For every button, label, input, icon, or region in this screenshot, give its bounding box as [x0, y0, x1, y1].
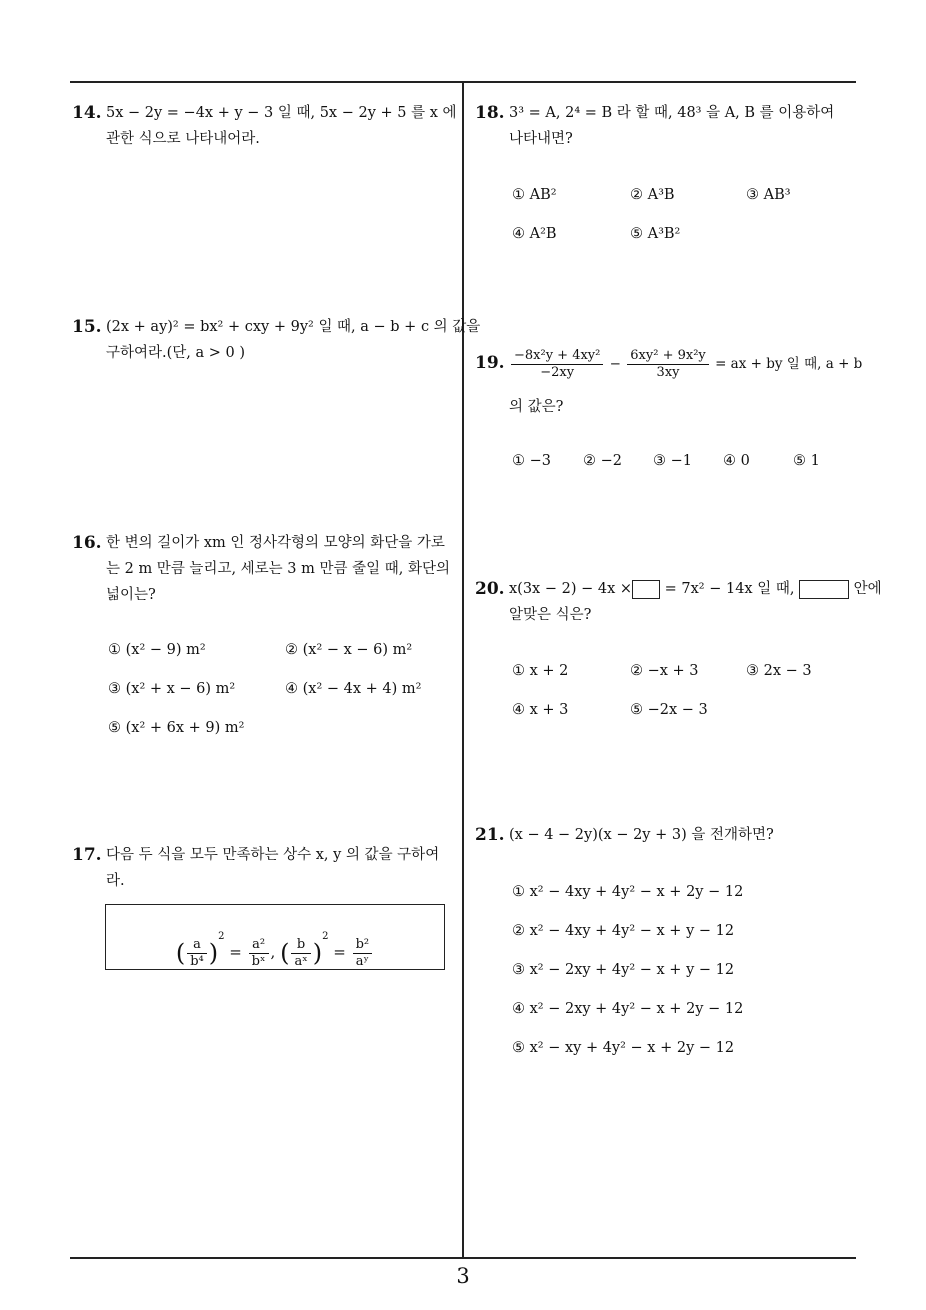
question-text-line: 3³ = A, 2⁴ = B 라 할 때, 48³ 을 A, B 를 이용하여 — [509, 105, 835, 121]
answer-option[interactable]: ④ x² − 2xy + 4y² − x + 2y − 12 — [512, 1001, 744, 1017]
column-divider — [462, 83, 464, 1257]
question-text-line: 구하여라.(단, a > 0 ) — [106, 345, 246, 361]
answer-option[interactable]: ① x² − 4xy + 4y² − x + 2y − 12 — [512, 884, 744, 900]
question-text-line: 다음 두 식을 모두 만족하는 상수 x, y 의 값을 구하여 — [106, 847, 440, 863]
question-text: 안에 — [853, 581, 882, 597]
answer-option[interactable]: ① (x² − 9) m² — [108, 642, 206, 658]
minus-sign: − — [609, 356, 621, 372]
answer-option[interactable]: ⑤ x² − xy + 4y² − x + 2y − 12 — [512, 1040, 735, 1056]
answer-option[interactable]: ② −x + 3 — [630, 663, 699, 679]
page-number: 3 — [456, 1264, 470, 1288]
question-number: 20. — [475, 579, 505, 599]
question-text-line: 5x − 2y = −4x + y − 3 일 때, 5x − 2y + 5 를 x 에 — [106, 105, 457, 121]
question-text-line: (x − 4 − 2y)(x − 2y + 3) 을 전개하면? — [509, 827, 774, 843]
answer-option[interactable]: ② −2 — [583, 453, 622, 469]
answer-option[interactable]: ① x + 2 — [512, 663, 569, 679]
question-text: = 7x² − 14x 일 때, — [664, 581, 795, 597]
question-number: 16. — [72, 533, 102, 553]
fraction-denominator: aˣ — [294, 953, 308, 969]
question-19 — [475, 348, 862, 381]
fraction-denominator: aʸ — [355, 953, 369, 969]
fraction-numerator: −8x²y + 4xy² — [511, 348, 603, 365]
question-number: 15. — [72, 317, 102, 337]
answer-option[interactable]: ④ (x² − 4x + 4) m² — [285, 681, 422, 697]
answer-option[interactable]: ① AB² — [512, 187, 557, 203]
answer-option[interactable]: ④ 0 — [723, 453, 750, 469]
fraction-numerator: a² — [249, 937, 269, 954]
fraction-denominator: −2xy — [540, 365, 575, 380]
answer-option[interactable]: ③ AB³ — [746, 187, 791, 203]
separator: , — [270, 943, 276, 961]
exponent: 2 — [218, 931, 225, 942]
answer-option[interactable]: ⑤ −2x − 3 — [630, 702, 708, 718]
answer-option[interactable]: ① −3 — [512, 453, 551, 469]
fraction-numerator: b² — [353, 937, 373, 954]
equals-sign: = — [229, 943, 242, 961]
blank-box — [632, 580, 660, 599]
question-21 — [475, 822, 774, 848]
answer-option[interactable]: ⑤ 1 — [793, 453, 820, 469]
fraction-denominator: bˣ — [251, 953, 266, 969]
answer-option[interactable]: ④ x + 3 — [512, 702, 569, 718]
question-number: 17. — [72, 845, 102, 865]
answer-option[interactable]: ④ A²B — [512, 226, 557, 242]
bottom-rule — [70, 1257, 856, 1259]
answer-option[interactable]: ③ x² − 2xy + 4y² − x + y − 12 — [512, 962, 735, 978]
question-18 — [475, 100, 834, 152]
question-number: 19. — [475, 353, 505, 373]
question-17 — [72, 842, 439, 894]
answer-option[interactable]: ③ (x² + x − 6) m² — [108, 681, 236, 697]
answer-option[interactable]: ② (x² − x − 6) m² — [285, 642, 413, 658]
question-text-line: 나타내면? — [509, 131, 573, 147]
question-text-line: 관한 식으로 나타내어라. — [106, 131, 260, 147]
question-text: = ax + by 일 때, a + b — [715, 356, 863, 372]
exponent: 2 — [322, 931, 329, 942]
question-text-line: 는 2 m 만큼 늘리고, 세로는 3 m 만큼 줄일 때, 화단의 — [106, 561, 450, 577]
answer-option[interactable]: ⑤ A³B² — [630, 226, 681, 242]
question-15 — [72, 314, 480, 366]
question-14 — [72, 100, 457, 152]
question-text-line: 알맞은 식은? — [509, 607, 592, 623]
question-number: 21. — [475, 825, 505, 845]
answer-option[interactable]: ② x² − 4xy + 4y² − x + y − 12 — [512, 923, 735, 939]
answer-option[interactable]: ③ −1 — [653, 453, 692, 469]
answer-option[interactable]: ⑤ (x² + 6x + 9) m² — [108, 720, 245, 736]
blank-box — [799, 580, 849, 599]
fraction-numerator: b — [291, 937, 310, 954]
question-text-line: (2x + ay)² = bx² + cxy + 9y² 일 때, a − b + c 의 값을 — [106, 319, 481, 335]
fraction-denominator: b⁴ — [190, 953, 204, 969]
fraction-numerator: a — [187, 937, 207, 954]
question-text-line: 라. — [106, 873, 125, 889]
question-19-line2 — [475, 394, 563, 420]
question-16 — [72, 530, 450, 608]
answer-option[interactable]: ② A³B — [630, 187, 675, 203]
question-20 — [475, 576, 882, 628]
question-text-line: 넓이는? — [106, 587, 156, 603]
answer-option[interactable]: ③ 2x − 3 — [746, 663, 812, 679]
question-text: x(3x − 2) − 4x × — [509, 581, 633, 597]
condition-box: ( $\frac{a}{\text{b⁴}}$ )$^2$ = $\frac{\text{a²}}{\text{bˣ}}$ , ( $\frac{b}{\text{aˣ}}$ )$^2$ = $\frac{\text{b²}}{\text{aʸ}}$ — [105, 904, 445, 970]
question-text-line: 한 변의 길이가 xm 인 정사각형의 모양의 화단을 가로 — [106, 535, 445, 551]
equals-sign: = — [333, 943, 346, 961]
fraction-numerator: 6xy² + 9x²y — [627, 348, 708, 365]
question-number: 14. — [72, 103, 102, 123]
question-text-line: 의 값은? — [509, 399, 564, 415]
question-number: 18. — [475, 103, 505, 123]
fraction-denominator: 3xy — [656, 365, 680, 380]
